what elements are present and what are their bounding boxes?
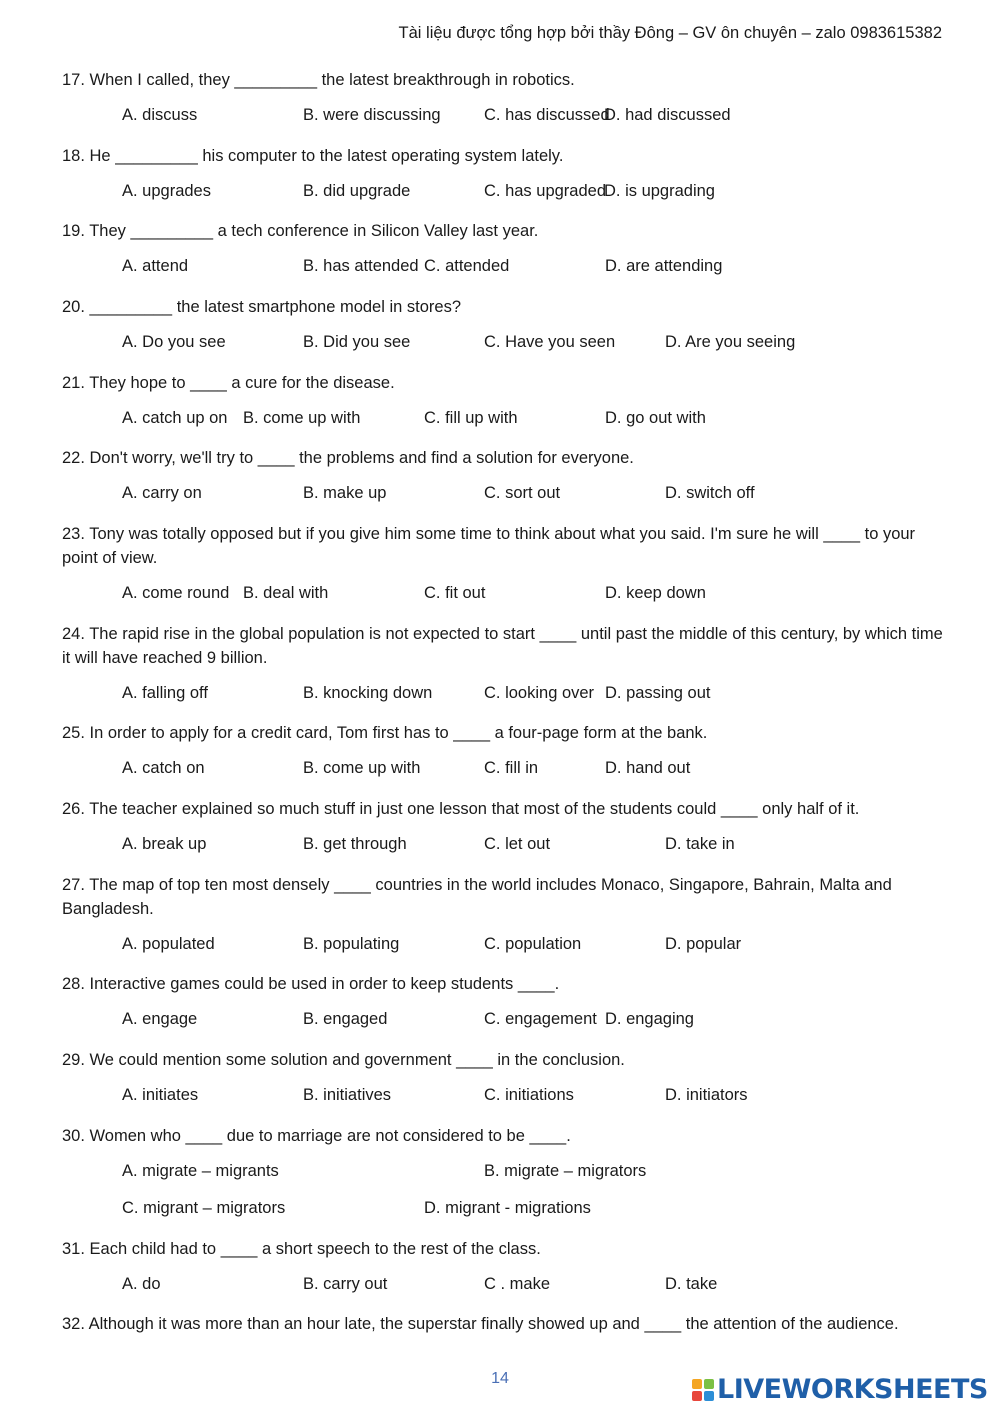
q17-option-a[interactable]: A. discuss bbox=[122, 106, 198, 124]
q20-option-c[interactable]: C. Have you seen bbox=[484, 333, 616, 351]
q27-option-b[interactable]: B. populating bbox=[303, 935, 400, 953]
q31-option-c[interactable]: C . make bbox=[484, 1275, 551, 1293]
q31-option-a[interactable]: A. do bbox=[122, 1275, 161, 1293]
question-32: 32. Although it was more than an hour late, the superstar finally showed up and ____ the attention of the audience. bbox=[62, 1315, 899, 1333]
q22-option-c[interactable]: C. sort out bbox=[484, 484, 561, 502]
q22-option-a[interactable]: A. carry on bbox=[122, 484, 202, 502]
question-30: 30. Women who ____ due to marriage are not considered to be ____. bbox=[62, 1127, 571, 1145]
q30-option-c[interactable]: C. migrant – migrators bbox=[122, 1199, 286, 1217]
q31-option-b[interactable]: B. carry out bbox=[303, 1275, 388, 1293]
q27-option-a[interactable]: A. populated bbox=[122, 935, 215, 953]
q27-option-d[interactable]: D. popular bbox=[665, 935, 742, 953]
q29-option-b[interactable]: B. initiatives bbox=[303, 1086, 392, 1104]
q19-option-a[interactable]: A. attend bbox=[122, 257, 189, 275]
question-27: 27. The map of top ten most densely ____ countries in the world includes Monaco, Singapore, Bahrain, Malta and Bangladesh. bbox=[62, 876, 892, 918]
q31-option-d[interactable]: D. take bbox=[665, 1275, 718, 1293]
q18-option-c[interactable]: C. has upgraded bbox=[484, 182, 607, 200]
question-20: 20. _________ the latest smartphone model in stores? bbox=[62, 298, 462, 316]
page-header: Tài liệu được tổng hợp bởi thầy Đông – GV ôn chuyên – zalo 0983615382 bbox=[398, 24, 942, 42]
q21-option-d[interactable]: D. go out with bbox=[605, 409, 706, 427]
q26-option-c[interactable]: C. let out bbox=[484, 835, 551, 853]
question-29: 29. We could mention some solution and government ____ in the conclusion. bbox=[62, 1051, 625, 1069]
q30-option-a[interactable]: A. migrate – migrants bbox=[122, 1162, 279, 1180]
q21-option-b[interactable]: B. come up with bbox=[243, 409, 361, 427]
q28-option-a[interactable]: A. engage bbox=[122, 1010, 198, 1028]
question-21: 21. They hope to ____ a cure for the disease. bbox=[62, 374, 395, 392]
q26-option-b[interactable]: B. get through bbox=[303, 835, 407, 853]
q28-option-d[interactable]: D. engaging bbox=[605, 1010, 694, 1028]
question-23: 23. Tony was totally opposed but if you give him some time to think about what you said. I'm sure he will ____ to your point of view. bbox=[62, 525, 916, 567]
question-24: 24. The rapid rise in the global population is not expected to start ____ until past the middle of this century, by which time it will have reached 9 billion. bbox=[62, 625, 943, 667]
q21-option-c[interactable]: C. fill up with bbox=[424, 409, 518, 427]
page-number: 14 bbox=[491, 1370, 509, 1387]
q23-option-a[interactable]: A. come round bbox=[122, 584, 230, 602]
question-17: 17. When I called, they _________ the latest breakthrough in robotics. bbox=[62, 71, 575, 89]
question-18: 18. He _________ his computer to the latest operating system lately. bbox=[62, 147, 564, 165]
q25-option-b[interactable]: B. come up with bbox=[303, 759, 421, 777]
q20-option-d[interactable]: D. Are you seeing bbox=[665, 333, 796, 351]
q26-option-a[interactable]: A. break up bbox=[122, 835, 207, 853]
question-28: 28. Interactive games could be used in order to keep students ____. bbox=[62, 975, 560, 993]
q23-option-c[interactable]: C. fit out bbox=[424, 584, 486, 602]
q21-option-a[interactable]: A. catch up on bbox=[122, 409, 228, 427]
q26-option-d[interactable]: D. take in bbox=[665, 835, 735, 853]
q24-option-b[interactable]: B. knocking down bbox=[303, 684, 433, 702]
q19-option-c[interactable]: C. attended bbox=[424, 257, 510, 275]
q17-option-b[interactable]: B. were discussing bbox=[303, 106, 441, 124]
q29-option-c[interactable]: C. initiations bbox=[484, 1086, 574, 1104]
q24-option-c[interactable]: C. looking over bbox=[484, 684, 595, 702]
q22-option-b[interactable]: B. make up bbox=[303, 484, 387, 502]
q17-option-d[interactable]: D. had discussed bbox=[604, 106, 731, 124]
q19-option-d[interactable]: D. are attending bbox=[605, 257, 723, 275]
q30-option-d[interactable]: D. migrant - migrations bbox=[424, 1199, 591, 1217]
q28-option-b[interactable]: B. engaged bbox=[303, 1010, 388, 1028]
q17-option-c[interactable]: C. has discussed bbox=[484, 106, 610, 124]
q29-option-a[interactable]: A. initiates bbox=[122, 1086, 199, 1104]
q18-option-a[interactable]: A. upgrades bbox=[122, 182, 211, 200]
q18-option-b[interactable]: B. did upgrade bbox=[303, 182, 411, 200]
q28-option-c[interactable]: C. engagement bbox=[484, 1010, 597, 1028]
q20-option-b[interactable]: B. Did you see bbox=[303, 333, 411, 351]
question-22: 22. Don't worry, we'll try to ____ the problems and find a solution for everyone. bbox=[62, 449, 634, 467]
question-26: 26. The teacher explained so much stuff in just one lesson that most of the students could ____ only half of it. bbox=[62, 800, 860, 818]
question-19: 19. They _________ a tech conference in Silicon Valley last year. bbox=[62, 222, 539, 240]
q29-option-d[interactable]: D. initiators bbox=[665, 1086, 748, 1104]
q22-option-d[interactable]: D. switch off bbox=[665, 484, 755, 502]
q24-option-d[interactable]: D. passing out bbox=[605, 684, 711, 702]
question-31: 31. Each child had to ____ a short speech to the rest of the class. bbox=[62, 1240, 541, 1258]
liveworksheets-logo[interactable] bbox=[692, 1374, 988, 1405]
q19-option-b[interactable]: B. has attended bbox=[303, 257, 419, 275]
q30-option-b[interactable]: B. migrate – migrators bbox=[484, 1162, 647, 1180]
q24-option-a[interactable]: A. falling off bbox=[122, 684, 208, 702]
q20-option-a[interactable]: A. Do you see bbox=[122, 333, 226, 351]
q23-option-d[interactable]: D. keep down bbox=[605, 584, 706, 602]
q27-option-c[interactable]: C. population bbox=[484, 935, 582, 953]
q25-option-d[interactable]: D. hand out bbox=[605, 759, 691, 777]
q25-option-a[interactable]: A. catch on bbox=[122, 759, 205, 777]
question-25: 25. In order to apply for a credit card, Tom first has to ____ a four-page form at the bank. bbox=[62, 724, 708, 742]
q18-option-d[interactable]: D. is upgrading bbox=[604, 182, 715, 200]
q25-option-c[interactable]: C. fill in bbox=[484, 759, 539, 777]
q23-option-b[interactable]: B. deal with bbox=[243, 584, 329, 602]
liveworksheets-logo-icon bbox=[692, 1379, 714, 1401]
liveworksheets-logo-text: LIVEWORKSHEETS bbox=[717, 1374, 988, 1405]
